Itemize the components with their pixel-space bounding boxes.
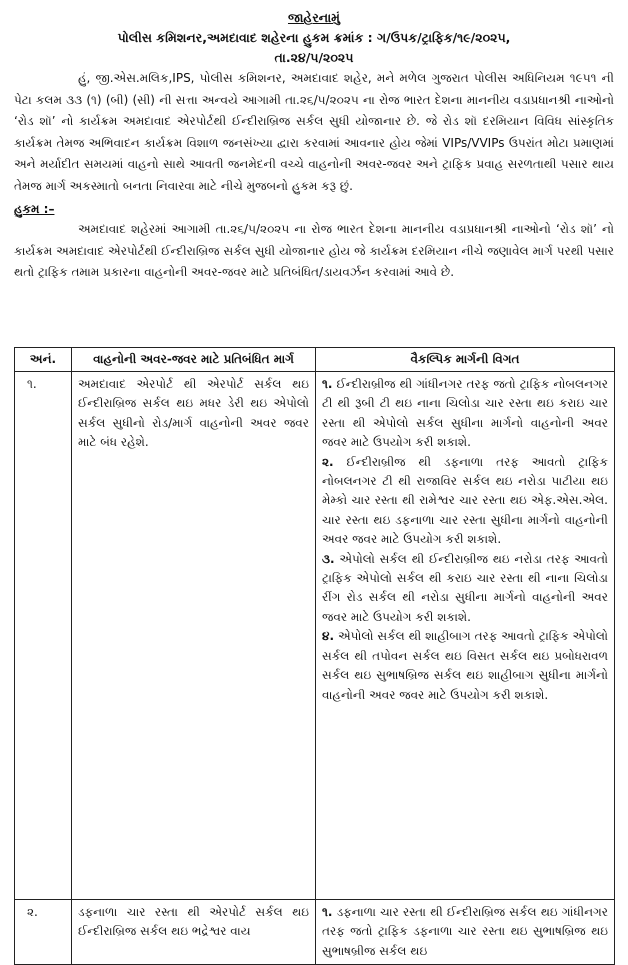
header-restricted-route: વાહનોની અવર-જવર માટે પ્રતિબંધિત માર્ગ [72, 348, 316, 372]
row-serial: ૧. [15, 372, 72, 900]
alternative-text: ઈન્દીરાબ્રીજ થી ડફનાળા તરફ આવતો ટ્રાફિક નોબલનગર ટી થી રાજાવિર સર્કલ થઇ નરોડા પાટીયા થઇ મેમ્કો ચાર રસ્તા થી રામેશ્વર ચાર રસ્તા થઇ એફ.એસ.એલ. ચાર રસ્તા થઇ ડફનાળા ચાર રસ્તા સુધીના માર્ગનો વાહનોની અવર જવર માટે ઉપયોગ કરી શકાશે. [322, 454, 608, 547]
alternative-routes [316, 900, 615, 965]
alternative-item [322, 627, 608, 705]
alternative-item [322, 375, 608, 453]
alternative-text: ડફનાળા ચાર રસ્તા થી ઈન્દીરાબ્રિજ સર્કલ થઇ ગાંધીનગર તરફ જતો ટ્રાફિક ડફનાળા ચાર રસ્તા થઇ સુભાષબ્રિજ થઇ સુભાષબ્રીજ સર્કલ થઇ [322, 905, 608, 958]
alternative-number: ૩. [322, 551, 335, 566]
order-date: તા.૨૪/૫/૨૦૨૫ [274, 50, 354, 65]
notice-title: જાહેરનામું [287, 10, 340, 25]
alternative-number: ૧. [322, 377, 333, 391]
alternative-number: ૧. [322, 905, 333, 919]
header-alternative-route: વૈકલ્પિક માર્ગની વિગત [316, 348, 615, 372]
alternative-text: એપોલો સર્કલ થી ઈન્દીરાબ્રીજ થઇ નરોડા તરફ આવતો ટ્રાફિક એપોલો સર્કલ થી કરાઇ ચાર રસ્તા થી નાના ચિલોડા રીંગ રોડ સર્કલ થી નરોડા સુધીના માર્ગનો વાહનોની અવર જવર માટે ઉપયોગ કરી શકાશે. [322, 551, 608, 624]
alternative-text: એપોલો સર્કલ થી શાહીબાગ તરફ આવતો ટ્રાફિક એપોલો સર્કલ થી તપોવન સર્કલ થઇ વિસત સર્કલ થઇ પ્રબોધરાવળ સર્કલ થઇ સુભાષબ્રિજ સર્કલ થઇ શાહીબાગ સુધીના માર્ગનો વાહનોની અવર જવર માટે ઉપયોગ કરી શકાશે. [322, 629, 608, 702]
order-paragraph [14, 219, 614, 284]
alternative-routes [316, 372, 615, 900]
restricted-route: ડફનાળા ચાર રસ્તા થી એરપોર્ટ સર્કલ થઇ ઈન્દીરાબ્રિજ સર્કલ થઇ ભદ્રેશ્વર વાય [72, 900, 316, 965]
alternative-text: ઈન્દીરાબ્રીજ થી ગાંધીનગર તરફ જતો ટ્રાફિક નોબલનગર ટી થી રૂબી ટી થઇ નાના ચિલોડા ચાર રસ્તા થઇ કરાઇ ચાર રસ્તા થી એપોલો સર્કલ સુધીના માર્ગનો વાહનોની અવર જવર માટે ઉપયોગ કરી શકાશે. [322, 377, 608, 450]
alternative-number: ૨. [322, 454, 334, 469]
header-serial: અનં. [15, 348, 72, 372]
restriction-table [14, 347, 615, 965]
order-text: અમદાવાદ શહેરમાં આગામી તા.૨૬/૫/૨૦૨૫ ના રોજ ભારત દેશના માનનીય વડાપ્રધાનશ્રી નાઓનો ‘રોડ શૉ’ નો કાર્યક્રમ અમદાવાદ એરપોર્ટથી ઈન્દીરાબ્રિજ સર્કલ સુધી યોજાનાર હોય જે કાર્યક્રમ દરમિયાન નીચે જણાવેલ માર્ગ પરથી પસાર થતો ટ્રાફિક તમામ પ્રકારના વાહનોની અવર-જવર માટે પ્રતિબંધિત/ડાયવર્ઝન કરવામાં આવે છે. [14, 222, 614, 279]
order-heading: હુકમ :– [14, 202, 55, 216]
intro-paragraph [14, 68, 614, 197]
table-header-row [15, 348, 615, 372]
alternative-item [322, 550, 608, 628]
intro-text: હું, જી.એસ.મલિક,IPS, પોલીસ કમિશનર, અમદાવાદ શહેર, મને મળેલ ગુજરાત પોલીસ અધિનિયમ ૧૯૫૧ ની પેટા કલમ ૩૩ (૧) (બી) (સી) ની સત્તા અન્વયે આગામી તા.૨૬/૫/૨૦૨૫ ના રોજ ભારત દેશના માનનીય વડાપ્રધાનશ્રી નાઓનો ‘રોડ શૉ’ નો કાર્યક્રમ અમદાવાદ એરપોર્ટથી ઈન્દીરાબ્રિજ સર્કલ સુધી યોજાનાર છે. જે રોડ શૉ દરમિયાન વિવિધ સાંસ્કૃતિક કાર્યક્રમ તેમજ અભિવાદન કાર્યક્રમ વિશાળ જનસંખ્યા દ્વારા કરવામાં આવનાર હોય જેમાં VIPs/VVIPs ઉપરાંત મોટા પ્રમાણમાં અને મર્યાદીત સમયમાં વાહનો સાથે આવતી જનમેદની વચ્ચે વાહનોની અવર-જવર અને ટ્રાફિક પ્રવાહ સરળતાથી પસાર થાય તેમજ માર્ગ અકસ્માતો બનતા નિવારવા માટે નીચે મુજબનો હુકમ કરૂ છું. [14, 71, 614, 193]
order-number: પોલીસ કમિશનર,અમદાવાદ શહેરના હુકમ ક્રમાંક : ગ/ઉપક/ટ્રાફિક/૧૯/૨૦૨૫, [117, 30, 511, 45]
alternative-item [322, 903, 608, 961]
table-row [15, 372, 615, 900]
table-row [15, 900, 615, 965]
row-serial: ૨. [15, 900, 72, 965]
alternative-number: ૪. [322, 629, 334, 644]
alternative-item [322, 453, 608, 550]
restricted-route: અમદાવાદ એરપોર્ટ થી એરપોર્ટ સર્કલ થઇ ઈન્દીરાબ્રિજ સર્કલ થઇ મધર ડેરી થઇ એપોલો સર્કલ સુધીનો રોડ/માર્ગ વાહનોની અવર જવર માટે બંધ રહેશે. [72, 372, 316, 900]
